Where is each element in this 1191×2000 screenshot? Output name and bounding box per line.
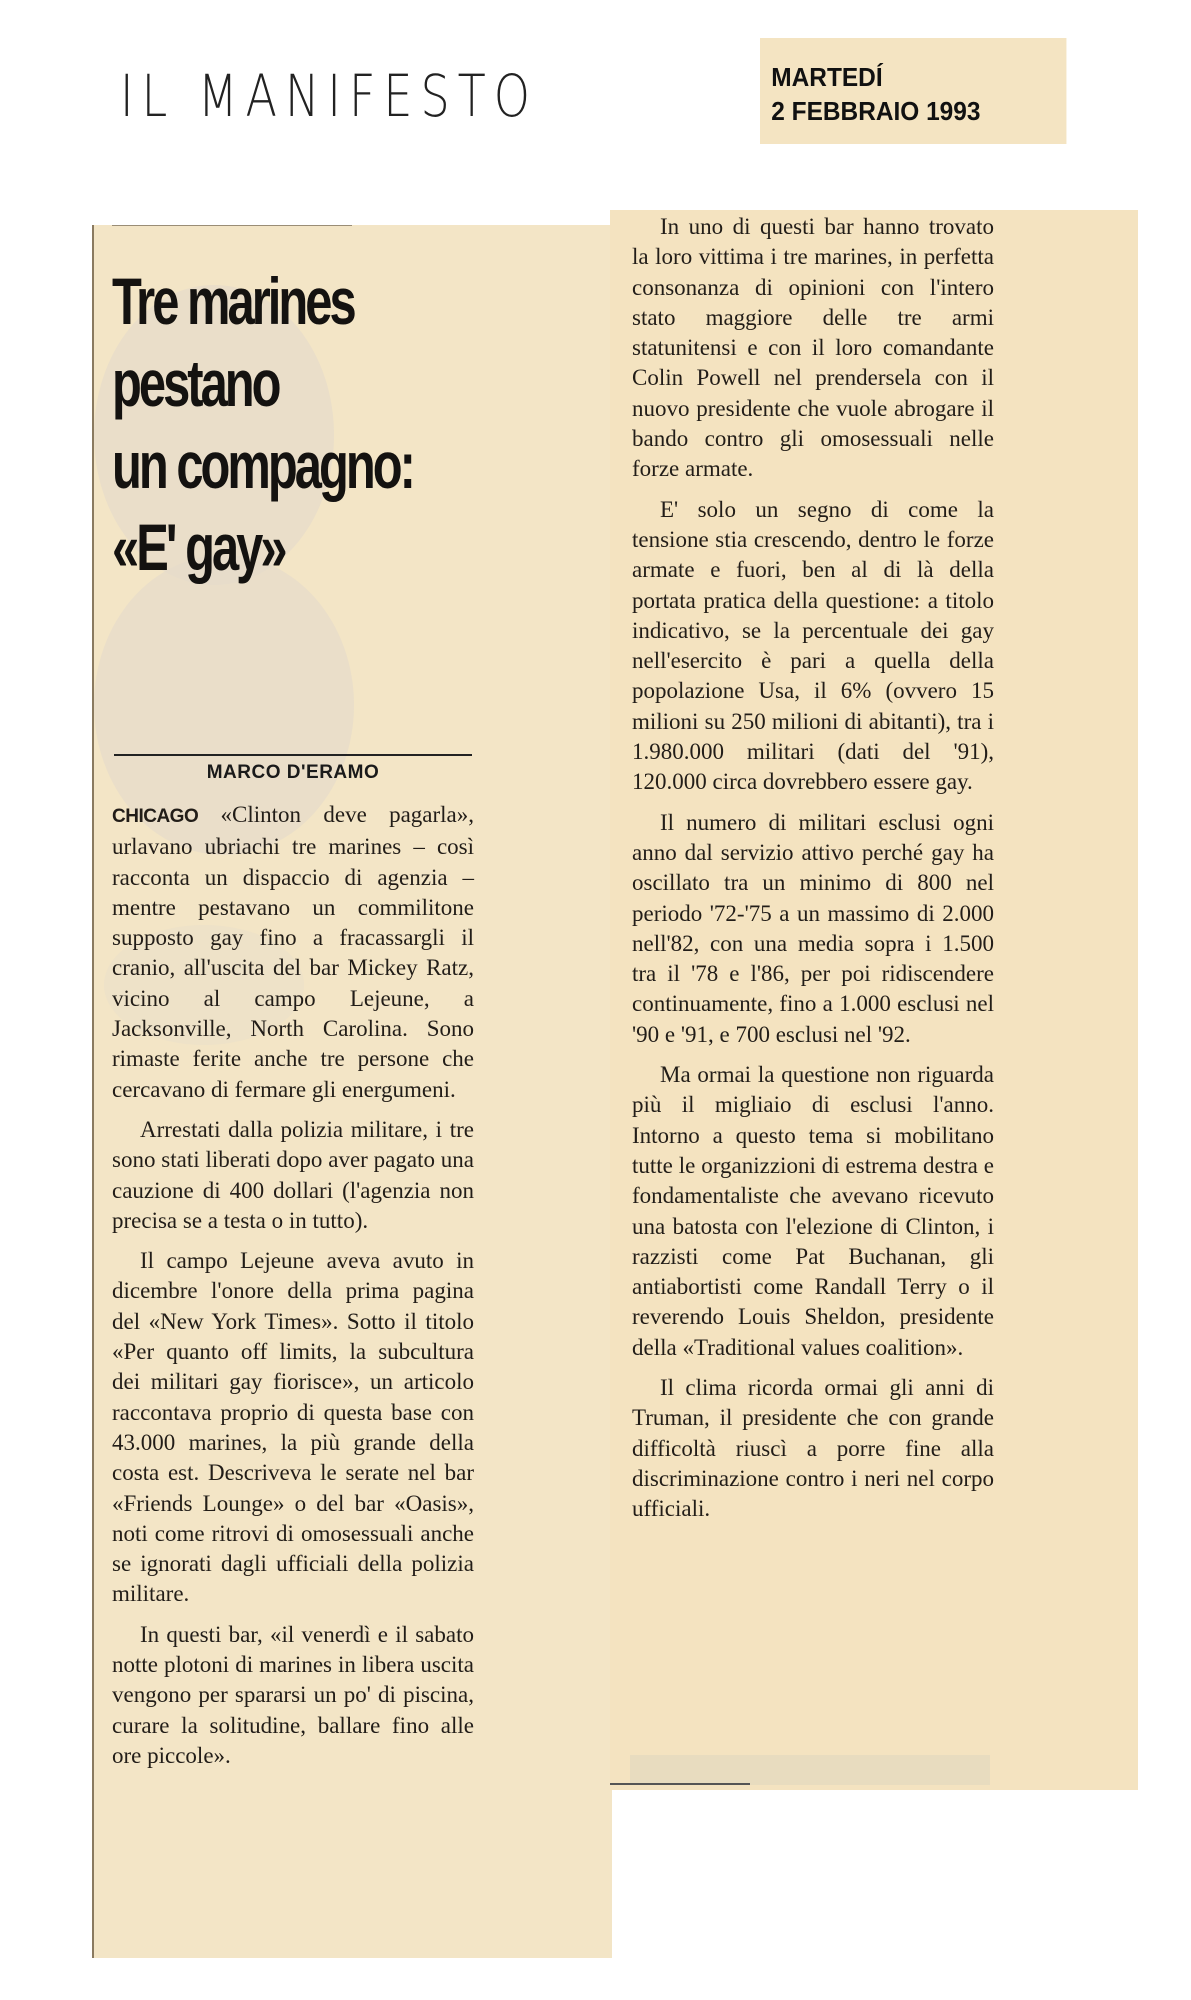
paragraph: Il campo Lejeune aveva avuto in dicembre l'onore della prima pagina del «New York Times». Sotto il titolo «Per quanto off limits, la subcultura dei militari gay fiorisce», un articolo raccontava proprio di questa base con 43.000 marines, la più grande della costa est. Descriveva le serate nel bar «Friends Lounge» o del bar «Oasis», noti come ritrovi di omosessuali anche se ignorati dagli ufficiali della polizia militare. — [112, 1248, 474, 1607]
paragraph: Il numero di militari esclusi ogni anno dal servizio attivo perché gay ha oscillato tra un minimo di 800 nel periodo '72-'75 a un massimo di 2.000 nell'82, con una media sopra i 1.500 tra il '78 e l'86, per poi ridiscendere continuamente, fino a 1.000 esclusi nel '90 e '91, e 700 esclusi nel '92. — [632, 809, 994, 1047]
headline-line: un compagno: — [112, 428, 413, 502]
article-clipping-right — [610, 210, 1138, 1790]
paragraph: Il clima ricorda ormai gli anni di Truman, il presidente che con grande difficoltà riuscì a porre fine alla discriminazione contro i neri nel corpo ufficiali. — [632, 1374, 994, 1522]
headline-line: Tre marines — [112, 264, 354, 338]
date-day: MARTEDÍ — [771, 62, 883, 92]
date-full: 2 FEBBRAIO 1993 — [771, 96, 981, 126]
article-headline — [112, 260, 423, 588]
byline: MARCO D'ERAMO — [206, 762, 380, 783]
byline-rule — [114, 754, 472, 756]
headline-line: «E' gay» — [112, 510, 285, 584]
clipping-edge-line — [112, 225, 352, 226]
paragraph: In uno di questi bar hanno trovato la loro vittima i tre marines, in perfetta consonanza di opinioni con l'intero stato maggiore delle tre armi statunitensi e con il loro comandante Colin Powell nel prendersela con il nuovo presidente che vuole abrogare il bando contro gli omosessuali nelle forze armate. — [632, 214, 994, 482]
article-body-left-column — [112, 800, 474, 1781]
headline-line: pestano — [112, 346, 279, 420]
paragraph: E' solo un segno di come la tensione stia crescendo, dentro le forze armate e fuori, ben al di là della portata pratica della questione: a titolo indicativo, se la percentuale dei gay nell'esercito è pari a quella della popolazione Usa, il 6% (ovvero 15 milioni su 250 milioni di abitanti), tra i 1.980.000 militari (dati del '91), 120.000 circa dovrebbero essere gay. — [632, 496, 994, 795]
article-body-right-column — [632, 212, 994, 1534]
paragraph: Arrestati dalla polizia militare, i tre sono stati liberati dopo aver pagato una cauzione di 400 dollari (l'agenzia non precisa se a testa o in tutto). — [112, 1116, 474, 1233]
paragraph — [112, 800, 474, 1105]
date-clipping — [760, 38, 1066, 144]
clipping-edge-line — [610, 1783, 750, 1785]
handwritten-publication-name: IL MANIFESTO — [120, 62, 538, 130]
paragraph-text: «Clinton deve pagarla», urlavano ubriachi tre marines – così racconta un dispaccio di agenzia – mentre pestavano un commilitone supposto gay fino a fracassargli il cranio, all'uscita del bar Mickey Ratz, vicino al campo Lejeune, a Jacksonville, North Carolina. Sono rimaste ferite anche tre persone che cercavano di fermare gli energumeni. — [112, 802, 475, 1102]
paragraph: In questi bar, «il venerdì e il sabato notte plotoni di marines in libera uscita vengono per spararsi un po' di piscina, curare la solitudine, ballare fino alle ore piccole». — [112, 1621, 474, 1768]
paragraph: Ma ormai la questione non riguarda più il migliaio di esclusi l'anno. Intorno a questo tema si mobilitano tutte le organizzioni di estrema destra e fondamentaliste che avevano ricevuto una batosta con l'elezione di Clinton, i razzisti come Pat Buchanan, gli antiabortisti come Randall Terry o il reverendo Louis Sheldon, presidente della «Traditional values coalition». — [632, 1062, 994, 1360]
bleed-through-shape — [630, 1755, 990, 1785]
dateline: CHICAGO — [112, 806, 199, 827]
article-clipping-left — [92, 225, 612, 1958]
